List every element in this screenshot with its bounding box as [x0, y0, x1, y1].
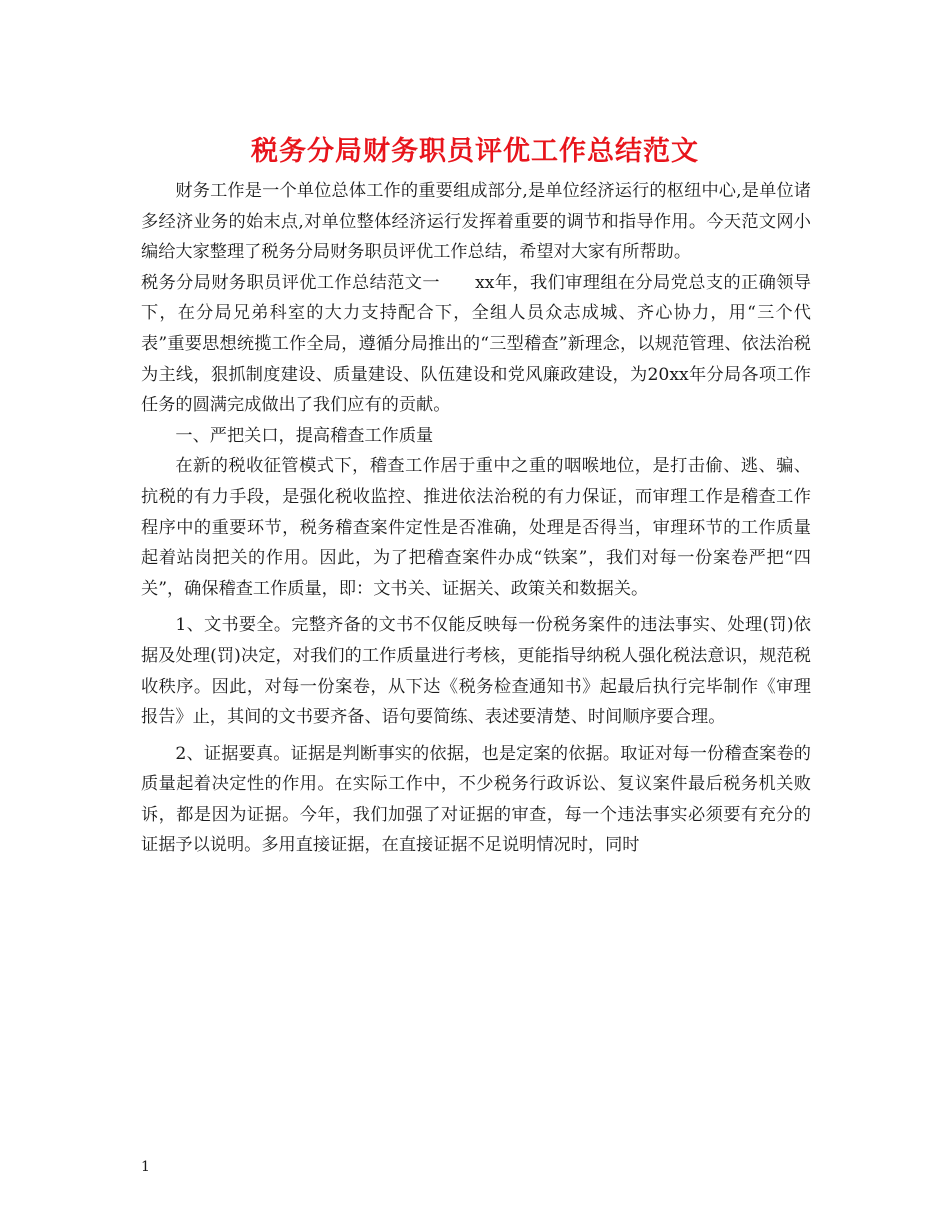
document-title: 税务分局财务职员评优工作总结范文 — [251, 136, 699, 167]
section-heading: 一、严把关口，提高稽查工作质量 — [175, 425, 434, 446]
page-number: 1 — [141, 1159, 150, 1175]
document-body — [141, 176, 811, 861]
list-item-paragraph: 2、证据要真。证据是判断事实的依据，也是定案的依据。取证对每一份稽查案卷的质量起着决定性的作用。在实际工作中，不少税务行政诉讼、复议案件最后税务机关败诉，都是因为证据。今年，我们加强了对证据的审查，每一个违法事实必须要有充分的证据予以说明。多用直接证据，在直接证据不足说明情况时，同时 — [141, 743, 811, 856]
section-intro-paragraph: 税务分局财务职员评优工作总结范文一 xx年，我们审理组在分局党总支的正确领导下，在分局兄弟科室的大力支持配合下，全组人员众志成城、齐心协力，用“三个代表”重要思想统揽工作全局，遵循分局推出的“三型稽查”新理念，以规范管理、依法治税为主线，狠抓制度建设、质量建设、队伍建设和党风廉政建设，为20xx年分局各项工作任务的圆满完成做出了我们应有的贡献。 — [141, 272, 811, 416]
intro-paragraph: 财务工作是一个单位总体工作的重要组成部分,是单位经济运行的枢纽中心,是单位诸多经济业务的始末点,对单位整体经济运行发挥着重要的调节和指导作用。今天范文网小编给大家整理了税务分局财务职员评优工作总结，希望对大家有所帮助。 — [141, 181, 811, 263]
list-item-paragraph: 1、文书要全。完整齐备的文书不仅能反映每一份税务案件的违法事实、处理(罚)依据及处理(罚)决定，对我们的工作质量进行考核，更能指导纳税人强化税法意识，规范税收秩序。因此，对每一份案卷，从下达《税务检查通知书》起最后执行完毕制作《审理报告》止，其间的文书要齐备、语句要简练、表述要清楚、时间顺序要合理。 — [141, 615, 811, 728]
body-paragraph: 在新的税收征管模式下，稽查工作居于重中之重的咽喉地位，是打击偷、逃、骗、抗税的有力手段，是强化税收监控、推进依法治税的有力保证，而审理工作是稽查工作程序中的重要环节，税务稽查案件定性是否准确，处理是否得当，审理环节的工作质量起着站岗把关的作用。因此，为了把稽查案件办成“铁案”，我们对每一份案卷严把“四关”，确保稽查工作质量，即：文书关、证据关、政策关和数据关。 — [141, 456, 811, 599]
